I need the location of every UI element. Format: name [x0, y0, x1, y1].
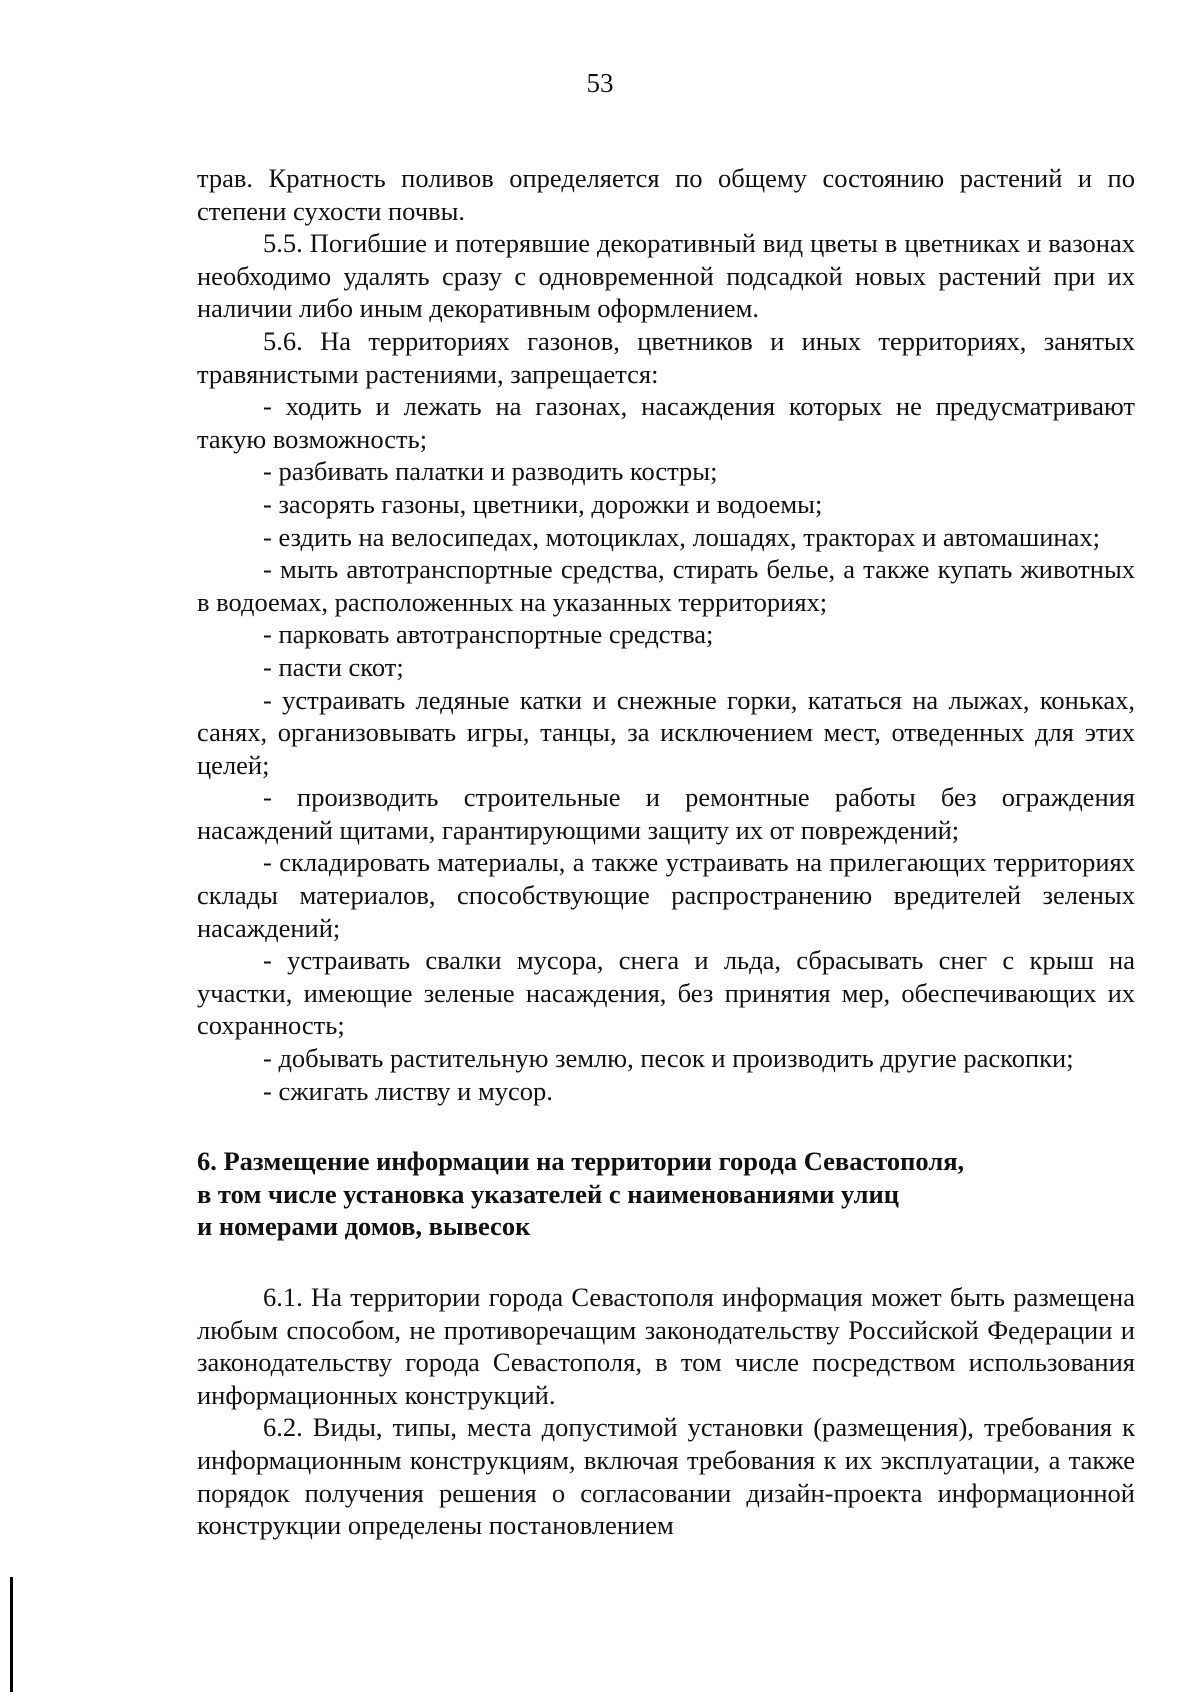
list-item: - мыть автотранспортные средства, стирать белье, а также купать животных в водоемах, расположенных на указанных территориях; [197, 554, 1135, 617]
paragraph-6-2: 6.2. Виды, типы, места допустимой установки (размещения), требования к информационным конструкциям, включая требования к их эксплуатации, а также порядок получения решения о согласовании дизайн-проекта информационной конструкции определены постановлением [197, 1412, 1135, 1541]
list-item: - добывать растительную землю, песок и производить другие раскопки; [263, 1043, 1074, 1074]
list-item: - устраивать ледяные катки и снежные горки, кататься на лыжах, коньках, санях, организовывать игры, танцы, за исключением мест, отведенных для этих целей; [197, 684, 1135, 780]
section-heading [197, 1145, 1135, 1243]
list-item: - пасти скот; [263, 651, 404, 682]
page-number: 53 [586, 68, 614, 98]
paragraph-continuation: трав. Кратность поливов определяется по общему состоянию растений и по степени сухости почвы. [197, 163, 1135, 226]
list-item: - ходить и лежать на газонах, насаждения которых не предусматривают такую возможность; [197, 391, 1135, 454]
list-item: - сжигать листву и мусор. [263, 1075, 553, 1106]
list-item: - производить строительные и ремонтные работы без ограждения насаждений щитами, гарантирующими защиту их от повреждений; [197, 782, 1135, 845]
paragraph-5-5: 5.5. Погибшие и потерявшие декоративный вид цветы в цветниках и вазонах необходимо удалять сразу с одновременной подсадкой новых растений при их наличии либо иным декоративным оформлением. [197, 228, 1135, 324]
paragraph-5-6: 5.6. На территориях газонов, цветников и иных территориях, занятых травянистыми растениями, запрещается: [197, 325, 1135, 389]
list-item: - устраивать свалки мусора, снега и льда, сбрасывать снег с крыш на участки, имеющие зеленые насаждения, без принятия мер, обеспечивающих их сохранность; [197, 945, 1135, 1041]
body-text [197, 162, 1135, 1542]
list-item: - засорять газоны, цветники, дорожки и водоемы; [263, 488, 823, 519]
list-item: - парковать автотранспортные средства; [263, 619, 714, 650]
list-item: - разбивать палатки и разводить костры; [263, 456, 718, 487]
section-heading-line: и номерами домов, вывесок [197, 1211, 531, 1242]
paragraph-6-1: 6.1. На территории города Севастополя информация может быть размещена любым способом, не противоречащим законодательству Российской Федерации и законодательству города Севастополя, в том числе посредством использования информационных конструкций. [197, 1282, 1135, 1410]
list-item: - складировать материалы, а также устраивать на прилегающих территориях склады материалов, способствующие распространению вредителей зеленых насаждений; [197, 847, 1135, 943]
scan-margin-mark [10, 1577, 13, 1692]
section-heading-line: в том числе установка указателей с наименованиями улиц [197, 1178, 900, 1209]
list-item: - ездить на велосипедах, мотоциклах, лошадях, тракторах и автомашинах; [263, 521, 1100, 552]
section-heading-line: 6. Размещение информации на территории города Севастополя, [197, 1146, 965, 1177]
